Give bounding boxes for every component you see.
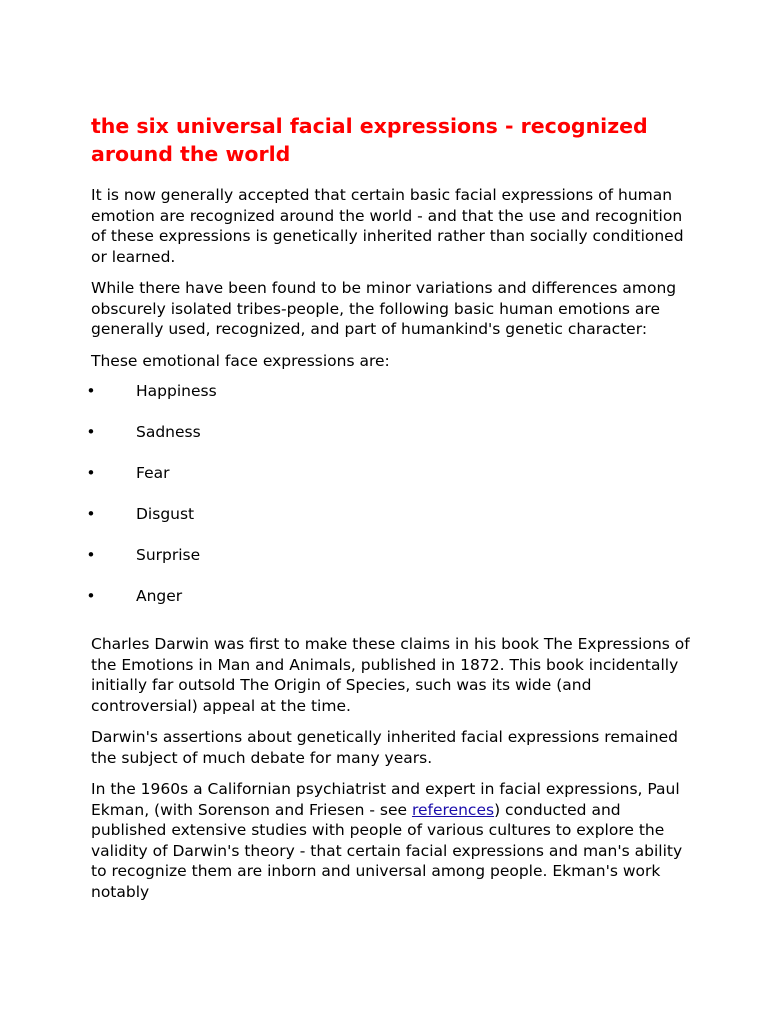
- variations-paragraph: While there have been found to be minor variations and differences among obscurely isolated tribes-people, the following basic human emotions are generally used, recognized, and part of humankind's genetic character:: [91, 279, 677, 338]
- list-item: [0, 463, 680, 504]
- ekman-text-end: ) conducted and published extensive studies with people of various cultures to explore the validity of Darwin's theory - that certain facial expressions and man's ability to recognize them are inborn and universal among people. Ekman's work notably: [91, 800, 683, 901]
- article-body: [86, 112, 691, 902]
- expressions-list: [0, 381, 680, 627]
- bullet-icon: •: [86, 382, 96, 400]
- list-item: [0, 422, 680, 463]
- intro-paragraph: It is now generally accepted that certain basic facial expressions of human emotion are recognized around the world - and that the use and recognition of these expressions is genetically inherited rather than socially conditioned or learned.: [91, 186, 684, 266]
- list-item-label: Fear: [136, 464, 170, 482]
- bullet-icon: •: [86, 464, 96, 482]
- list-item-label: Happiness: [136, 382, 217, 400]
- list-item-label: Surprise: [136, 546, 201, 564]
- list-item-label: Sadness: [136, 423, 201, 441]
- list-item: [0, 381, 680, 422]
- page-title: the six universal facial expressions - recognized around the world: [91, 114, 648, 166]
- ekman-paragraph: [91, 779, 691, 902]
- bullet-icon: •: [86, 423, 96, 441]
- bullet-icon: •: [86, 546, 96, 564]
- debate-paragraph: Darwin's assertions about genetically inherited facial expressions remained the subject of much debate for many years.: [91, 728, 678, 767]
- list-item-label: Anger: [136, 587, 183, 605]
- list-item: [0, 504, 680, 545]
- list-item: [0, 545, 680, 586]
- list-intro-paragraph: These emotional face expressions are:: [91, 351, 390, 370]
- bullet-icon: •: [86, 587, 96, 605]
- list-item: [0, 586, 680, 627]
- bullet-icon: •: [86, 505, 96, 523]
- references-link[interactable]: references: [411, 800, 495, 819]
- ekman-text-start: In the 1960s a Californian psychiatrist and expert in facial expressions, Paul Ekman, (with Sorenson and Friesen - see: [91, 780, 680, 819]
- darwin-paragraph: Charles Darwin was first to make these claims in his book The Expressions of the Emotions in Man and Animals, published in 1872. This book incidentally initially far outsold The Origin of Species, such was its wide (and controversial) appeal at the time.: [91, 635, 690, 715]
- list-item-label: Disgust: [136, 505, 195, 523]
